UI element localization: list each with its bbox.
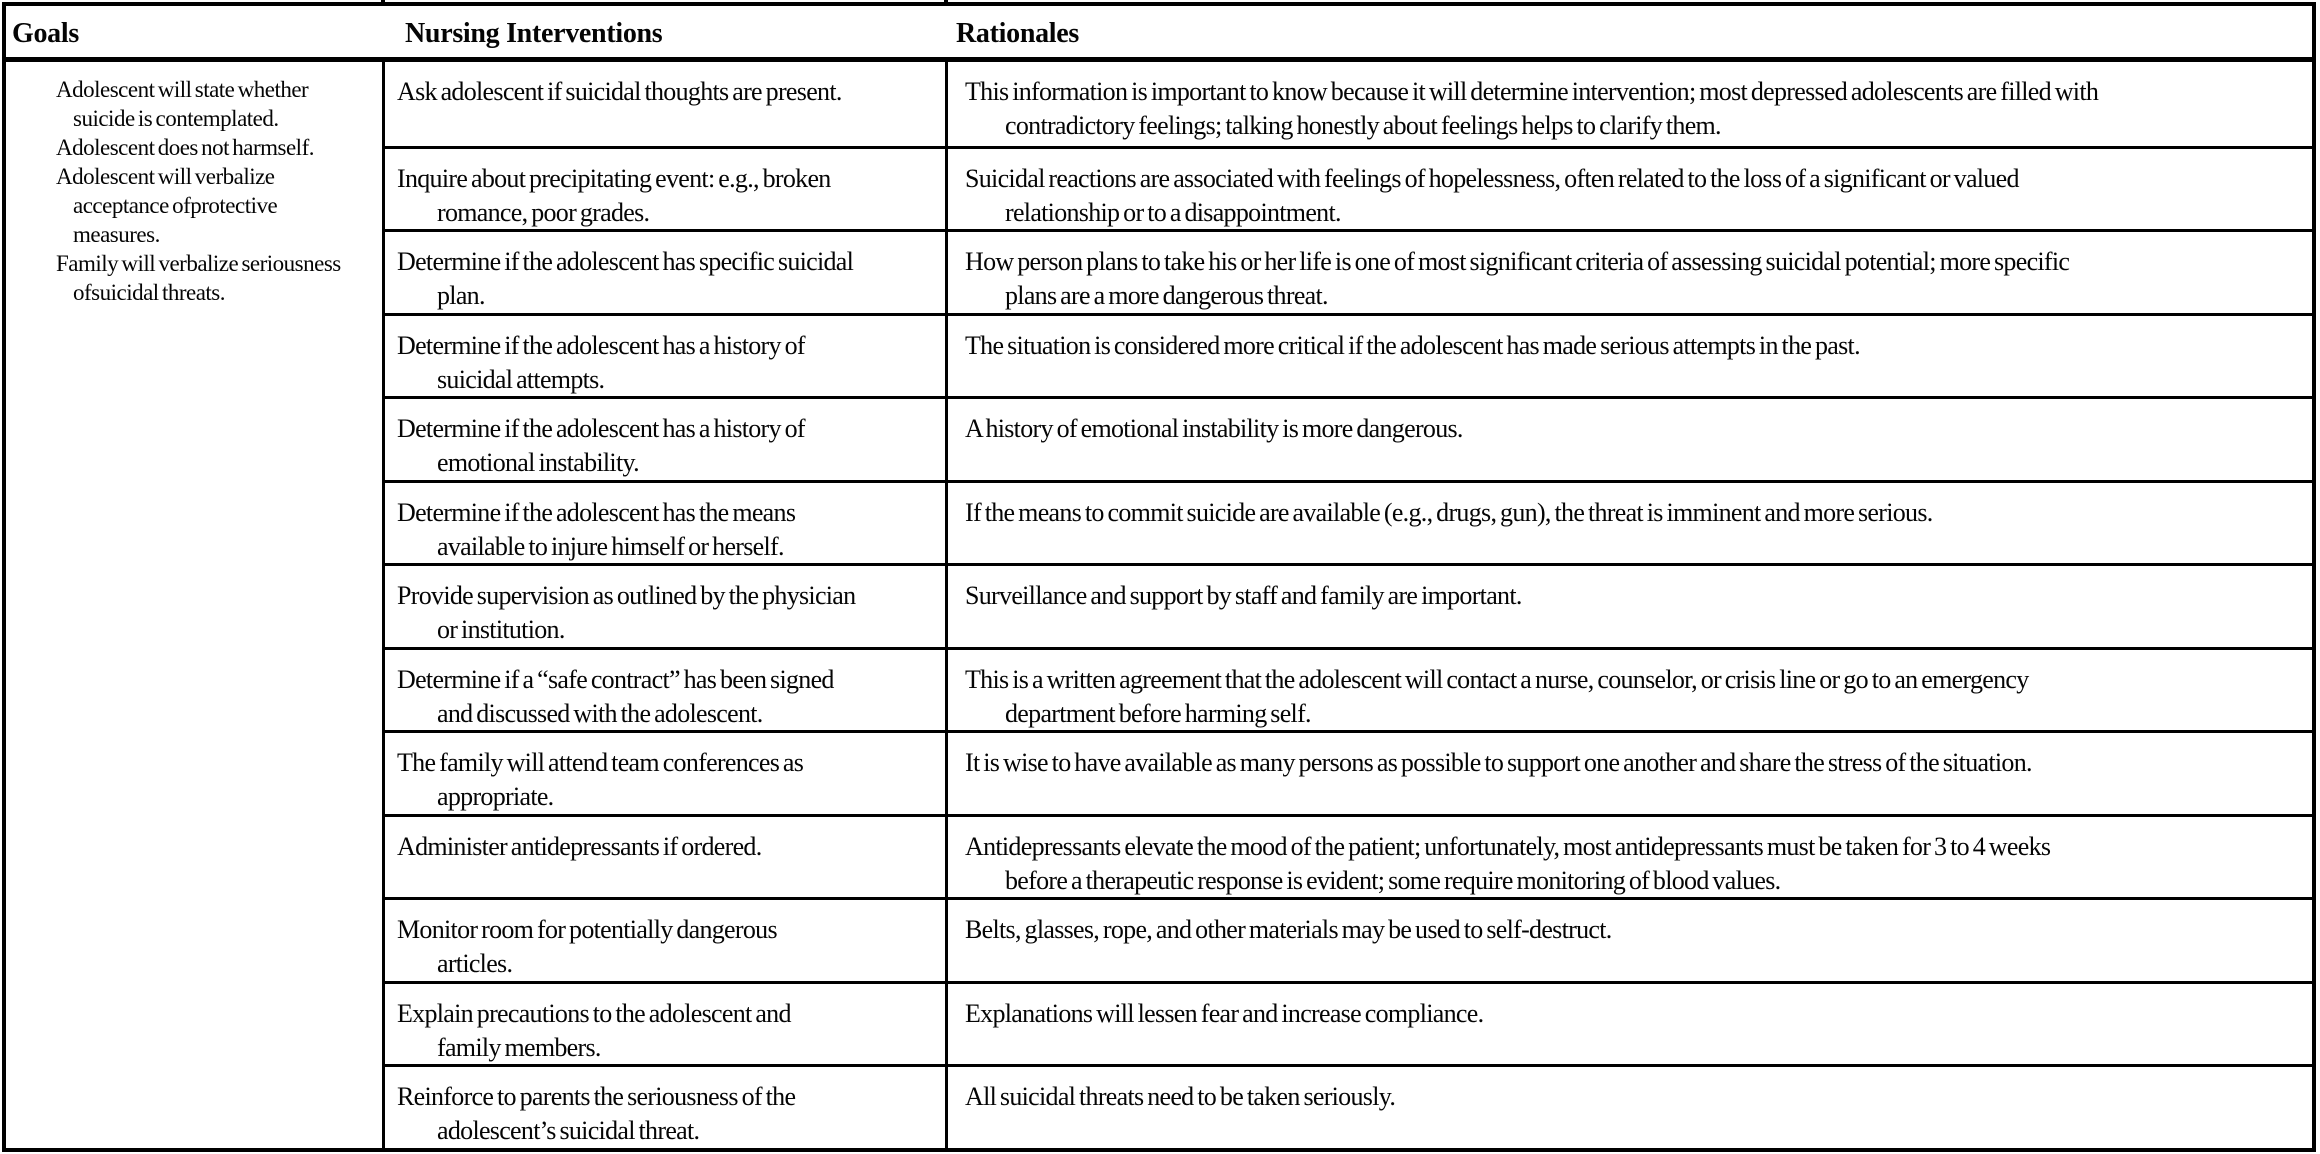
rationale-cell [948, 313, 2312, 397]
rationale-cell [948, 563, 2312, 647]
goal-line: acceptance ofprotective [73, 193, 278, 218]
rationale-cell [948, 981, 2312, 1065]
intervention-line: and discussed with the adolescent. [437, 698, 763, 728]
intervention-cell [385, 313, 948, 397]
goal-item [56, 133, 378, 162]
intervention-cell [385, 647, 948, 731]
intervention-line: Provide supervision as outlined by the physician [397, 581, 856, 611]
rationale-line: department before harming self. [1005, 698, 1311, 728]
intervention-line: romance, poor grades. [437, 197, 650, 227]
rationale-line: Suicidal reactions are associated with feelings of hopelessness, often related to the loss of a significant or valued [965, 163, 2019, 193]
intervention-line: adolescent’s suicidal threat. [437, 1116, 700, 1146]
rationale-cell [948, 1064, 2312, 1148]
goal-line: ofsuicidal threats. [73, 280, 226, 305]
rationale-line: contradictory feelings; talking honestly about feelings helps to clarify them. [1005, 111, 1721, 140]
intervention-line: suicidal attempts. [437, 364, 605, 394]
intervention-cell [385, 480, 948, 564]
intervention-line: family members. [437, 1032, 601, 1062]
intervention-line: Determine if the adolescent has the means [397, 497, 796, 527]
goals-cell [6, 62, 385, 1148]
intervention-line: Determine if the adolescent has specific suicidal [397, 247, 854, 277]
intervention-cell [385, 563, 948, 647]
rationale-line: Surveillance and support by staff and family are important. [965, 581, 1522, 611]
rationale-cell [948, 480, 2312, 564]
intervention-line: Ask adolescent if suicidal thoughts are present. [397, 77, 842, 106]
intervention-line: Reinforce to parents the seriousness of the [397, 1082, 796, 1112]
intervention-cell [385, 146, 948, 230]
intervention-line: plan. [437, 281, 485, 311]
rationale-line: This information is important to know because it will determine intervention; most depressed adolescents are filled with [965, 77, 2099, 106]
goal-line: measures. [73, 222, 160, 247]
rationale-cell [948, 814, 2312, 898]
rationale-line: Explanations will lessen fear and increase compliance. [965, 998, 1484, 1028]
goal-item [56, 162, 378, 249]
rationale-line: relationship or to a disappointment. [1005, 197, 1341, 227]
intervention-line: Determine if the adolescent has a history of [397, 330, 805, 360]
intervention-line: emotional instability. [437, 448, 639, 478]
intervention-cell [385, 396, 948, 480]
nursing-care-plan-table [2, 2, 2316, 1152]
rationale-cell [948, 229, 2312, 313]
goal-line: Adolescent will verbalize [56, 164, 275, 189]
intervention-line: Inquire about precipitating event: e.g., broken [397, 163, 831, 193]
column-header-interventions: Nursing Interventions [385, 6, 948, 62]
rationale-cell [948, 647, 2312, 731]
rationale-line: All suicidal threats need to be taken seriously. [965, 1082, 1396, 1112]
rationale-cell [948, 730, 2312, 814]
rationale-line: Antidepressants elevate the mood of the patient; unfortunately, most antidepressants must be taken for 3 to 4 weeks [965, 831, 2051, 861]
rationale-line: Belts, glasses, rope, and other materials may be used to self-destruct. [965, 915, 1612, 945]
rationale-line: before a therapeutic response is evident; some require monitoring of blood values. [1005, 865, 1781, 895]
intervention-cell [385, 229, 948, 313]
rationale-line: plans are a more dangerous threat. [1005, 281, 1328, 311]
intervention-line: Determine if a “safe contract” has been signed [397, 664, 834, 694]
intervention-line: Determine if the adolescent has a history of [397, 414, 805, 444]
goal-line: Family will verbalize seriousness [56, 251, 341, 276]
goal-item [56, 75, 378, 133]
intervention-line: or institution. [437, 615, 565, 645]
rationale-line: A history of emotional instability is more dangerous. [965, 414, 1463, 444]
goal-item [56, 249, 378, 307]
goal-line: Adolescent will state whether [56, 77, 309, 102]
column-header-goals: Goals [6, 6, 385, 62]
intervention-cell [385, 814, 948, 898]
intervention-cell [385, 730, 948, 814]
intervention-cell [385, 1064, 948, 1148]
goal-line: Adolescent does not harmself. [56, 135, 314, 160]
rationale-line: The situation is considered more critical if the adolescent has made serious attempts in the past. [965, 330, 1860, 360]
intervention-line: Administer antidepressants if ordered. [397, 831, 762, 861]
rationale-cell [948, 897, 2312, 981]
rationale-line: How person plans to take his or her life is one of most significant criteria of assessing suicidal potential; more specific [965, 247, 2070, 277]
intervention-cell [385, 897, 948, 981]
rationale-line: It is wise to have available as many persons as possible to support one another and share the stress of the situation. [965, 748, 2032, 778]
intervention-line: appropriate. [437, 782, 554, 812]
intervention-line: Explain precautions to the adolescent and [397, 998, 791, 1028]
intervention-line: articles. [437, 949, 513, 979]
column-header-rationales: Rationales [948, 6, 2312, 62]
goal-line: suicide is contemplated. [73, 106, 279, 131]
rationale-cell [948, 62, 2312, 146]
intervention-line: Monitor room for potentially dangerous [397, 915, 777, 945]
intervention-cell [385, 981, 948, 1065]
intervention-line: available to injure himself or herself. [437, 531, 784, 561]
rationale-line: If the means to commit suicide are available (e.g., drugs, gun), the threat is imminent and more serious. [965, 497, 1933, 527]
intervention-line: The family will attend team conferences as [397, 748, 804, 778]
rationale-cell [948, 396, 2312, 480]
rationale-line: This is a written agreement that the adolescent will contact a nurse, counselor, or crisis line or go to an emergency [965, 664, 2029, 694]
rationale-cell [948, 146, 2312, 230]
intervention-cell [385, 62, 948, 146]
